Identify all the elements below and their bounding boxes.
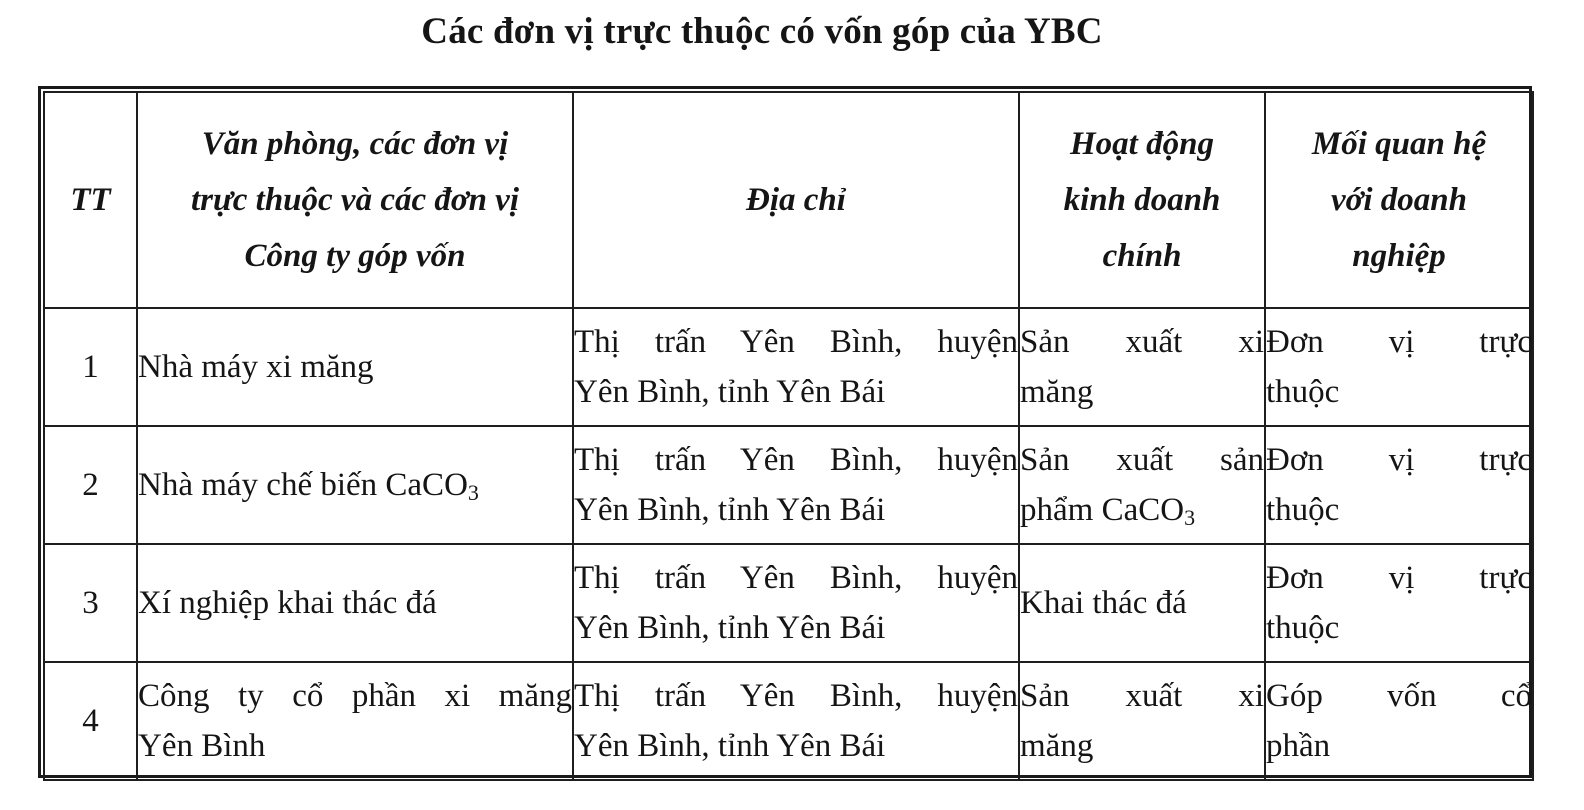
table-row [44,426,1533,544]
cell-unit-name: Xí nghiệp khai thác đá [137,544,573,662]
units-table-frame [38,86,1532,778]
cell-main-activity: Sản xuất xi măng [1019,308,1265,426]
cell-relationship: Đơn vị trực thuộc [1265,308,1533,426]
subscript: 3 [1184,505,1196,530]
table-row [44,308,1533,426]
cell-address: Thị trấn Yên Bình, huyện Yên Bình, tỉnh Yên Bái [573,426,1019,544]
table-row [44,544,1533,662]
table-header-row [44,92,1533,308]
cell-address: Thị trấn Yên Bình, huyện Yên Bình, tỉnh Yên Bái [573,544,1019,662]
header-main-activity: Hoạt động kinh doanh chính [1019,92,1265,308]
cell-address: Thị trấn Yên Bình, huyện Yên Bình, tỉnh Yên Bái [573,308,1019,426]
cell-unit-name: Công ty cổ phần xi măng Yên Bình [137,662,573,780]
cell-address: Thị trấn Yên Bình, huyện Yên Bình, tỉnh Yên Bái [573,662,1019,780]
cell-main-activity: Sản xuất xi măng [1019,662,1265,780]
cell-relationship: Góp vốn cổ phần [1265,662,1533,780]
header-unit-name: Văn phòng, các đơn vị trực thuộc và các đơn vị Công ty góp vốn [137,92,573,308]
units-table [43,91,1534,781]
header-tt: TT [44,92,137,308]
cell-relationship: Đơn vị trực thuộc [1265,426,1533,544]
cell-main-activity: Khai thác đá [1019,544,1265,662]
cell-main-activity: Sản xuất sản phẩm CaCO$_3$ [1019,426,1265,544]
cell-tt: 1 [44,308,137,426]
header-address: Địa chỉ [573,92,1019,308]
subscript: 3 [467,480,479,505]
cell-relationship: Đơn vị trực thuộc [1265,544,1533,662]
table-row [44,662,1533,780]
cell-tt: 4 [44,662,137,780]
header-relationship: Mối quan hệ với doanh nghiệp [1265,92,1533,308]
document-title: Các đơn vị trực thuộc có vốn góp của YBC [421,11,1103,52]
cell-unit-name: Nhà máy xi măng [137,308,573,426]
cell-tt: 2 [44,426,137,544]
cell-unit-name: Nhà máy chế biến CaCO$_3$ [137,426,573,544]
cell-tt: 3 [44,544,137,662]
